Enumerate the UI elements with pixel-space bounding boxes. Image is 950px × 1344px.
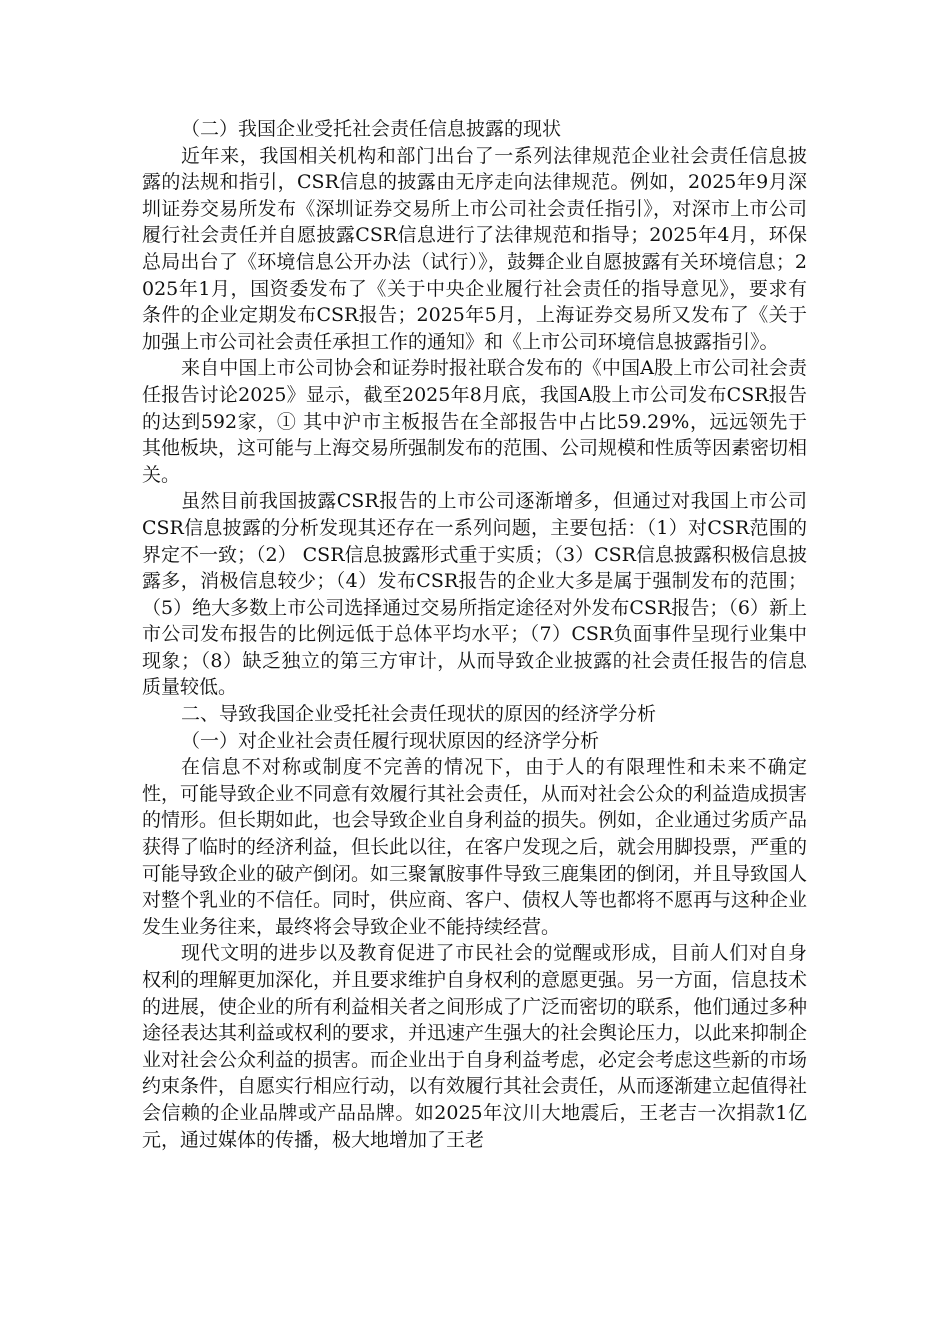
- paragraph-civil-society: 现代文明的进步以及教育促进了市民社会的觉醒或形成，目前人们对自身权利的理解更加深化，并且要求维护自身权利的意愿更强。另一方面，信息技术的进展，使企业的所有利益相关者之间形成了广泛而密切的联系，他们通过多种途径表达其利益或权利的要求，并迅速产生强大的社会舆论压力，以此来抑制企业对社会公众利益的损害。而企业出于自身利益考虑，必定会考虑这些新的市场约束条件，自愿实行相应行动，以有效履行其社会责任，从而逐渐建立起值得社会信赖的企业品牌或产品品牌。如2025年汶川大地震后，王老吉一次捐款1亿元，通过媒体的传播，极大地增加了王老: [142, 942, 808, 1151]
- paragraph-report-statistics: 来自中国上市公司协会和证券时报社联合发布的《中国A股上市公司社会责任报告讨论2025》显示，截至2025年8月底，我国A股上市公司发布CSR报告的达到592家，① 其中沪市主板报告在全部报告中占比59.29%，远远领先于其他板块，这可能与上海交易所强制发布的范围、公司规模和性质等因素密切相关。: [142, 357, 808, 486]
- section-heading-status: （二）我国企业受托社会责任信息披露的现状: [181, 118, 562, 140]
- paragraph-information-asymmetry: 在信息不对称或制度不完善的情况下，由于人的有限理性和未来不确定性，可能导致企业不同意有效履行其社会责任，从而对社会公众的利益造成损害的情形。但长期如此，也会导致企业自身利益的损失。例如，企业通过劣质产品获得了临时的经济利益，但长此以往，在客户发现之后，就会用脚投票，严重的可能导致企业的破产倒闭。如三聚氰胺事件导致三鹿集团的倒闭，并且导致国人对整个乳业的不信任。同时，供应商、客户、债权人等也都将不愿再与这种企业发生业务往来，最终将会导致企业不能持续经营。: [142, 756, 808, 938]
- paragraph-regulations: 近年来，我国相关机构和部门出台了一系列法律规范企业社会责任信息披露的法规和指引，CSR信息的披露由无序走向法律规范。例如，2025年9月深圳证券交易所发布《深圳证券交易所上市公司社会责任指引》，对深市上市公司履行社会责任并自愿披露CSR信息进行了法律规范和指导；2025年4月，环保总局出台了《环境信息公开办法（试行）》，鼓舞企业自愿披露有关环境信息；2025年1月，国资委发布了《关于中央企业履行社会责任的指导意见》，要求有条件的企业定期发布CSR报告；2025年5月，上海证券交易所又发布了《关于加强上市公司社会责任承担工作的通知》和《上市公司环境信息披露指引》。: [142, 144, 807, 353]
- document-body: [142, 116, 807, 1153]
- section-heading-economic-analysis: 二、导致我国企业受托社会责任现状的原因的经济学分析: [181, 703, 657, 726]
- subsection-heading-causes: （一）对企业社会责任履行现状原因的经济学分析: [181, 729, 600, 752]
- paragraph-disclosure-problems: 虽然目前我国披露CSR报告的上市公司逐渐增多，但通过对我国上市公司CSR信息披露的分析发现其还存在一系列问题，主要包括：（1）对CSR范围的界定不一致；（2） CSR信息披露形式重于实质；（3）CSR信息披露积极信息披露多，消极信息较少；（4）发布CSR报告的企业大多是属于强制发布的范围；（5）绝大多数上市公司选择通过交易所指定途径对外发布CSR报告；（6）新上市公司发布报告的比例远低于总体平均水平；（7）CSR负面事件呈现行业集中现象；（8）缺乏独立的第三方审计，从而导致企业披露的社会责任报告的信息质量较低。: [142, 490, 807, 699]
